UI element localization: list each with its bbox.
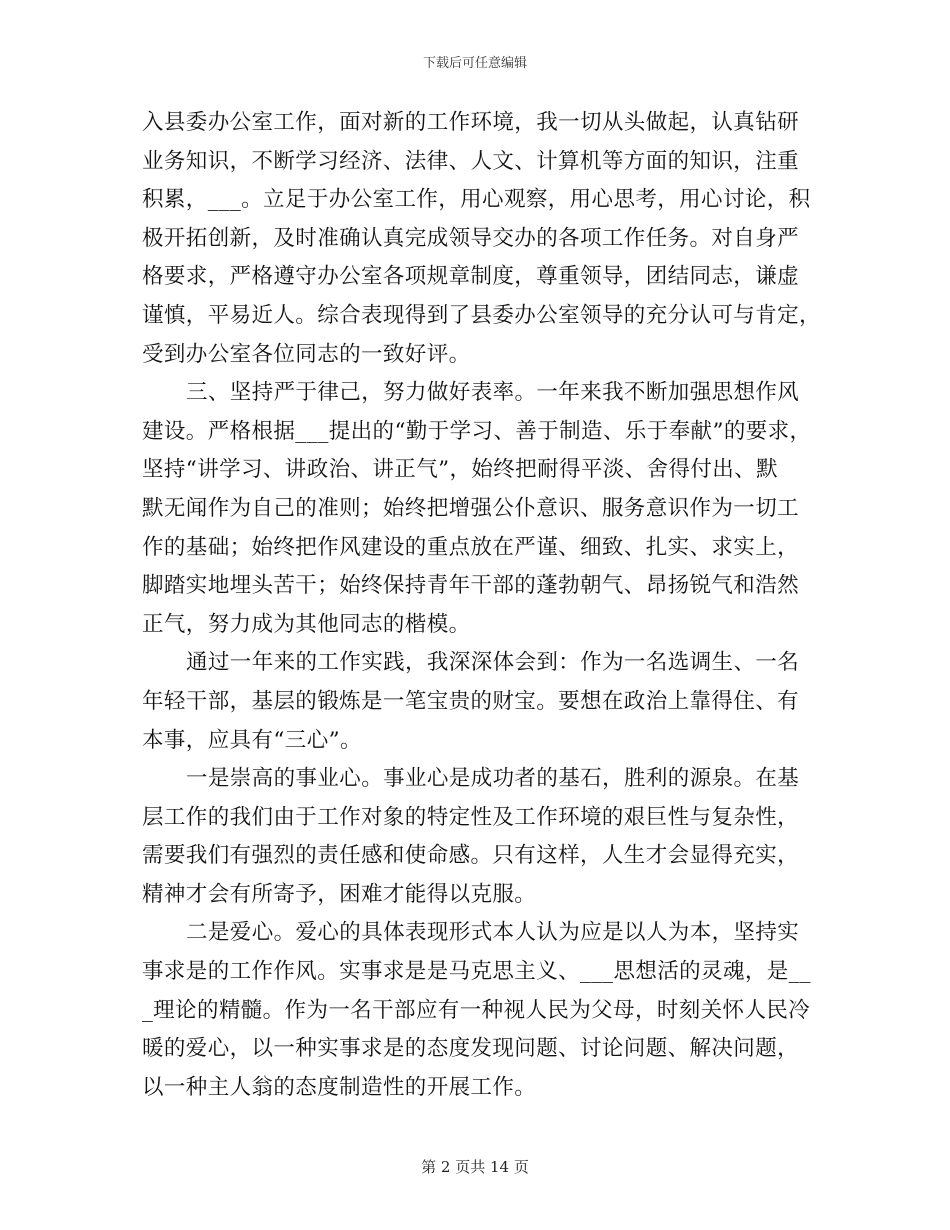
text-line: 作的基础；始终把作风建设的重点放在严谨、细致、扎实、求实上， <box>142 534 800 560</box>
page-header: 下载后可任意编辑 <box>422 56 527 71</box>
paragraph-start-line: 通过一年来的工作实践，我深深体会到：作为一名选调生、一名 <box>186 650 800 676</box>
text-line: 脚踏实地埋头苦干；始终保持青年干部的蓬勃朝气、昂扬锐气和浩然 <box>142 573 800 599</box>
text-line: 暖的爱心，以一种实事求是的态度发现问题、讨论问题、解决问题， <box>142 1036 800 1062</box>
text-line: 事求是的工作作风。实事求是是马克思主义、___思想活的灵魂，是__ <box>142 959 811 985</box>
text-line: 极开拓创新，及时准确认真完成领导交办的各项工作任务。对自身严 <box>142 225 800 251</box>
text-line: 入县委办公室工作，面对新的工作环境，我一切从头做起，认真钻研 <box>142 110 800 135</box>
paragraph-start-line: 三、坚持严于律己，努力做好表率。一年来我不断加强思想作风 <box>186 380 800 406</box>
text-line: 层工作的我们由于工作对象的特定性及工作环境的艰巨性与复杂性， <box>142 804 800 830</box>
text-line: 业务知识，不断学习经济、法律、人文、计算机等方面的知识，注重 <box>142 148 800 174</box>
paragraph-start-line: 一是崇高的事业心。事业心是成功者的基石，胜利的源泉。在基 <box>186 766 800 792</box>
text-line: 积累，___。立足于办公室工作，用心观察，用心思考，用心讨论，积 <box>142 187 811 213</box>
text-line: 本事，应具有“三心”。 <box>142 727 362 753</box>
text-line: 受到办公室各位同志的一致好评。 <box>142 341 471 367</box>
text-line: 年轻干部，基层的锻炼是一笔宝贵的财宝。要想在政治上靠得住、有 <box>142 688 800 714</box>
page-number-footer: 第 2 页共 14 页 <box>421 1158 529 1176</box>
text-line: 建设。严格根据___提出的“勤于学习、善于制造、乐于奉献”的要求， <box>142 418 812 444</box>
text-line: 以一种主人翁的态度制造性的开展工作。 <box>142 1074 537 1100</box>
document-body <box>142 104 822 1107</box>
text-line: 谨慎，平易近人。综合表现得到了县委办公室领导的充分认可与肯定， <box>142 302 821 328</box>
text-line: 默无闻作为自己的准则；始终把增强公仆意识、服务意识作为一切工 <box>142 495 800 521</box>
text-line: 精神才会有所寄予，困难才能得以克服。 <box>142 881 537 907</box>
text-line: 需要我们有强烈的责任感和使命感。只有这样，人生才会显得充实， <box>142 843 800 869</box>
text-line: 坚持“讲学习、讲政治、讲正气”，始终把耐得平淡、舍得付出、默 <box>142 457 778 483</box>
text-line: 正气，努力成为其他同志的楷模。 <box>142 611 471 637</box>
paragraph-start-line: 二是爱心。爱心的具体表现形式本人认为应是以人为本，坚持实 <box>186 920 800 946</box>
text-line: 格要求，严格遵守办公室各项规章制度，尊重领导，团结同志，谦虚 <box>142 264 800 290</box>
text-line: _理论的精髓。作为一名干部应有一种视人民为父母，时刻关怀人民冷 <box>142 997 811 1023</box>
